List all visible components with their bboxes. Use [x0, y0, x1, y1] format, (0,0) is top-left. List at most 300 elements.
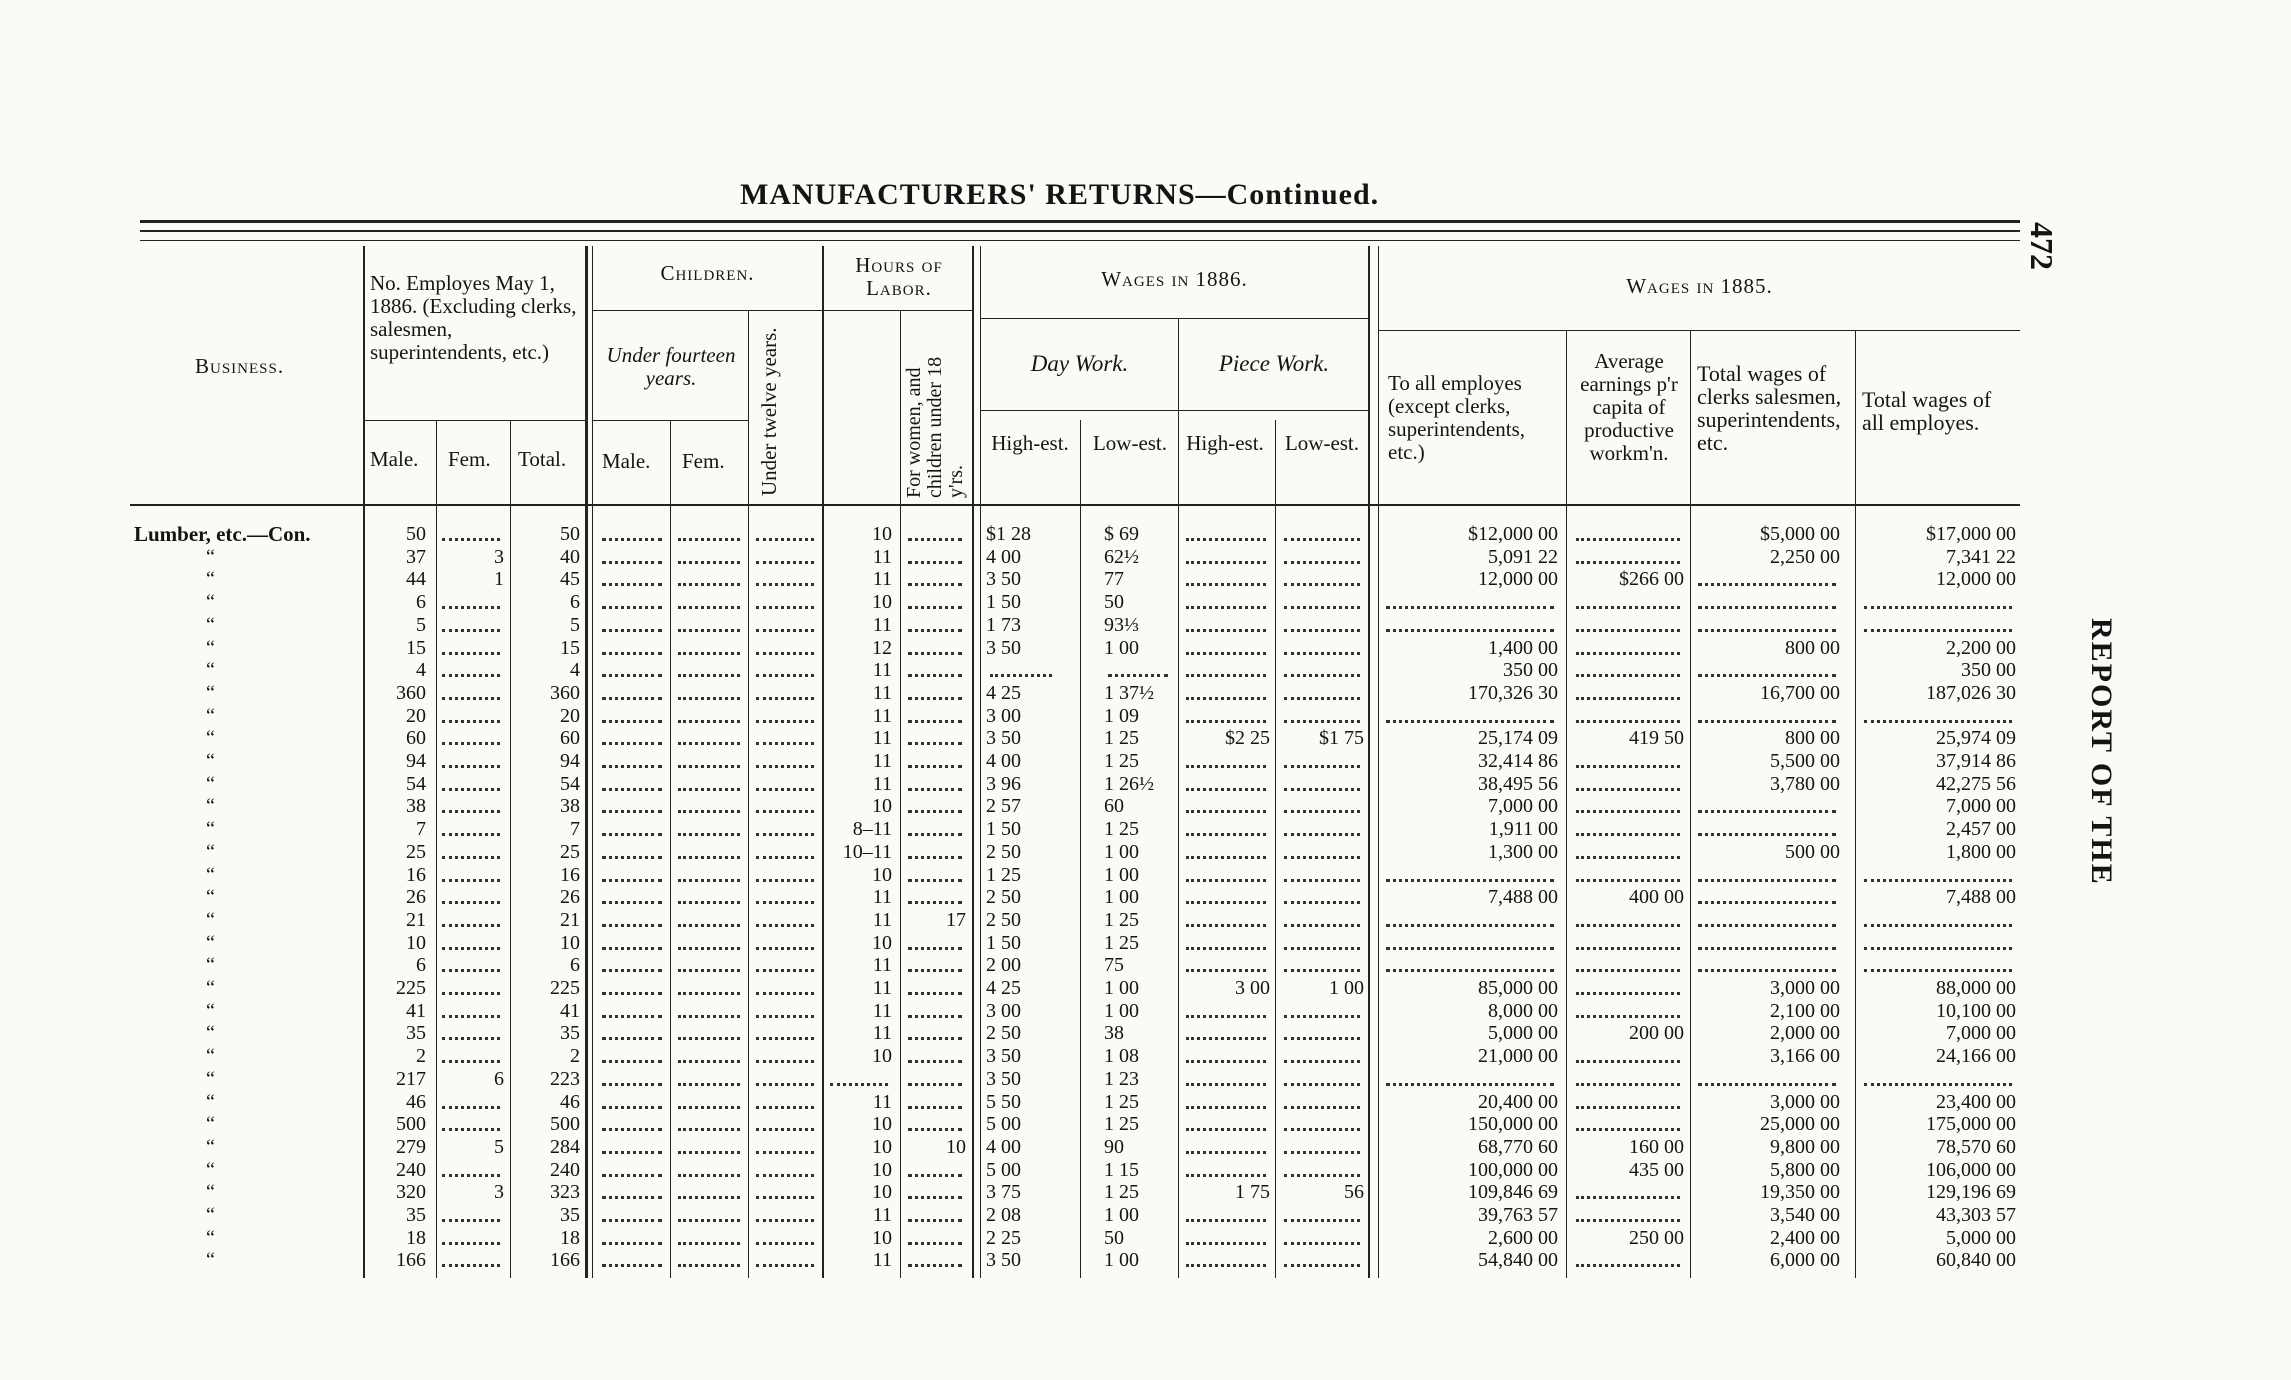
leader-dots [756, 720, 814, 723]
cell-high: 1 50 [986, 591, 1021, 613]
cell-clerks: 2,250 00 [1770, 546, 1840, 568]
cell-allw: 12,000 00 [1936, 568, 2016, 590]
leader-dots [1284, 674, 1360, 677]
cell-low: 1 25 [1104, 909, 1139, 931]
cell-allw: 25,974 09 [1936, 727, 2016, 749]
cell-clerks: 25,000 00 [1760, 1113, 1840, 1135]
leader-dots [1284, 1060, 1360, 1063]
leader-dots [602, 788, 662, 791]
leader-dots [756, 969, 814, 972]
leader-dots [678, 606, 740, 609]
leader-dots [602, 1083, 662, 1086]
leader-dots [602, 720, 662, 723]
cell-total: 60 [560, 727, 580, 749]
leader-dots [442, 1264, 500, 1267]
under-twelve-header: Under twelve years. [757, 327, 781, 496]
leader-dots [442, 606, 500, 609]
leader-dots [756, 879, 814, 882]
leader-dots [1186, 969, 1266, 972]
leader-dots [1186, 674, 1266, 677]
leader-dots [756, 583, 814, 586]
cell-clerks: 2,000 00 [1770, 1022, 1840, 1044]
cell-avg: $266 00 [1619, 568, 1684, 590]
leader-dots [1864, 1083, 2012, 1086]
leader-dots [1186, 856, 1266, 859]
leader-dots [756, 1174, 814, 1177]
cell-plow: 1 00 [1329, 977, 1364, 999]
cell-business: “ [206, 886, 215, 908]
leader-dots [908, 1196, 962, 1199]
cell-total: 38 [560, 795, 580, 817]
cell-allw: 42,275 56 [1936, 773, 2016, 795]
leader-dots [1284, 1242, 1360, 1245]
leader-dots [1576, 1015, 1680, 1018]
cell-male: 500 [396, 1113, 426, 1135]
cell-business: “ [206, 864, 215, 886]
cell-hours: 11 [872, 1204, 892, 1226]
leader-dots [1576, 810, 1680, 813]
cell-business: “ [206, 1136, 215, 1158]
leader-dots [602, 1196, 662, 1199]
leader-dots [1698, 879, 1836, 882]
cell-toall: 1,300 00 [1488, 841, 1558, 863]
leader-dots [1576, 538, 1680, 541]
leader-dots [1576, 992, 1680, 995]
piece-highest-header: High-est. [1186, 431, 1264, 455]
leader-dots [756, 674, 814, 677]
leader-dots [442, 1060, 500, 1063]
cell-hours: 11 [872, 1000, 892, 1022]
leader-dots [908, 720, 962, 723]
leader-dots [1576, 1196, 1680, 1199]
cell-low: 1 25 [1104, 750, 1139, 772]
leader-dots [908, 697, 962, 700]
leader-dots [908, 538, 962, 541]
leader-dots [1186, 720, 1266, 723]
leader-dots [602, 1106, 662, 1109]
leader-dots [1576, 606, 1680, 609]
cell-high: 2 50 [986, 841, 1021, 863]
cell-business: “ [206, 1000, 215, 1022]
cell-allw: 7,488 00 [1946, 886, 2016, 908]
cell-high: 3 00 [986, 705, 1021, 727]
cell-toall: 7,488 00 [1488, 886, 1558, 908]
cell-allw: 175,000 00 [1926, 1113, 2016, 1135]
cell-allw: 7,000 00 [1946, 795, 2016, 817]
leader-dots [602, 1219, 662, 1222]
leader-dots [442, 924, 500, 927]
cell-high: 2 25 [986, 1227, 1021, 1249]
employes-header: No. Employes May 1, 1886. (Excluding clerks, salesmen, superintendents, etc.) [370, 271, 577, 364]
leader-dots [602, 856, 662, 859]
cell-total: 360 [550, 682, 580, 704]
cell-low: 1 00 [1104, 1000, 1139, 1022]
leader-dots [1186, 1174, 1266, 1177]
leader-dots [1186, 1060, 1266, 1063]
leader-dots [1576, 720, 1680, 723]
leader-dots [756, 810, 814, 813]
cell-male: 41 [406, 1000, 426, 1022]
cell-toall: 150,000 00 [1468, 1113, 1558, 1135]
cell-hours: 11 [872, 977, 892, 999]
leader-dots [1284, 1219, 1360, 1222]
leader-dots [678, 879, 740, 882]
leader-dots [442, 720, 500, 723]
leader-dots [756, 629, 814, 632]
leader-dots [1284, 856, 1360, 859]
leader-dots [756, 561, 814, 564]
cell-low: 90 [1104, 1136, 1124, 1158]
cell-hours: 10 [872, 1113, 892, 1135]
cell-low: 62½ [1104, 546, 1139, 568]
leader-dots [1864, 924, 2012, 927]
leader-dots [1186, 1015, 1266, 1018]
leader-dots [1284, 1174, 1360, 1177]
leader-dots [678, 856, 740, 859]
page-number: 472 [2024, 222, 2060, 270]
leader-dots [678, 1242, 740, 1245]
vline-total-2 [592, 246, 593, 1278]
leader-dots [442, 810, 500, 813]
leader-dots [908, 856, 962, 859]
cell-business: “ [206, 773, 215, 795]
leader-dots [442, 1219, 500, 1222]
leader-dots [678, 1106, 740, 1109]
cell-male: 21 [406, 909, 426, 931]
cell-allw: 43,303 57 [1936, 1204, 2016, 1226]
cell-high: 3 00 [986, 1000, 1021, 1022]
leader-dots [678, 1083, 740, 1086]
leader-dots [1864, 629, 2012, 632]
wages-1886-header: Wages in 1886. [1101, 267, 1248, 291]
cell-clerks: 2,100 00 [1770, 1000, 1840, 1022]
leader-dots [1576, 561, 1680, 564]
leader-dots [602, 561, 662, 564]
cell-low: 77 [1104, 568, 1124, 590]
leader-dots [908, 1264, 962, 1267]
leader-dots [442, 629, 500, 632]
cell-allw: 106,000 00 [1926, 1159, 2016, 1181]
cell-low: 1 09 [1104, 705, 1139, 727]
hline-fourteen-sub [593, 420, 748, 421]
cell-high: 3 50 [986, 1249, 1021, 1271]
leader-dots [1386, 606, 1554, 609]
cell-business: “ [206, 1045, 215, 1067]
leader-dots [908, 1174, 962, 1177]
leader-dots [678, 788, 740, 791]
leader-dots [756, 652, 814, 655]
cell-hours: 10 [872, 864, 892, 886]
piece-work-header: Piece Work. [1218, 351, 1330, 376]
cell-toall: 5,000 00 [1488, 1022, 1558, 1044]
vline-under-twelve [822, 246, 824, 1278]
cell-low: 1 00 [1104, 1249, 1139, 1271]
leader-dots [678, 674, 740, 677]
hline-children-sub [593, 310, 822, 311]
cell-high: 2 00 [986, 954, 1021, 976]
cell-male: 25 [406, 841, 426, 863]
leader-dots [1284, 1106, 1360, 1109]
vline-avg [1690, 330, 1691, 1278]
cell-low: 50 [1104, 1227, 1124, 1249]
leader-dots [678, 992, 740, 995]
cell-toall: 25,174 09 [1478, 727, 1558, 749]
leader-dots [756, 1219, 814, 1222]
cell-high: 3 50 [986, 1068, 1021, 1090]
cell-total: 6 [570, 591, 580, 613]
vline-piece-low [1368, 246, 1370, 1278]
leader-dots [678, 1037, 740, 1040]
cell-high: $1 28 [986, 523, 1031, 545]
top-rule-thick [140, 220, 2020, 223]
cell-toall: 20,400 00 [1478, 1091, 1558, 1113]
leader-dots [756, 901, 814, 904]
vline-child-male [670, 420, 671, 1278]
leader-dots [908, 583, 962, 586]
cell-total: 6 [570, 954, 580, 976]
cell-high: 3 50 [986, 637, 1021, 659]
leader-dots [1284, 583, 1360, 586]
cell-high: 3 50 [986, 1045, 1021, 1067]
cell-fem: 1 [494, 568, 504, 590]
leader-dots [602, 697, 662, 700]
cell-low: 1 25 [1104, 818, 1139, 840]
leader-dots [756, 697, 814, 700]
leader-dots [1186, 788, 1266, 791]
leader-dots [908, 901, 962, 904]
leader-dots [908, 652, 962, 655]
cell-allw: 60,840 00 [1936, 1249, 2016, 1271]
cell-male: 60 [406, 727, 426, 749]
male-header: Male. [370, 447, 419, 471]
leader-dots [1186, 833, 1266, 836]
total-header: Total. [518, 447, 567, 471]
leader-dots [1284, 720, 1360, 723]
leader-dots [756, 1128, 814, 1131]
cell-business: “ [206, 1181, 215, 1203]
cell-male: 6 [416, 954, 426, 976]
leader-dots [1186, 629, 1266, 632]
leader-dots [602, 674, 662, 677]
cell-male: 50 [406, 523, 426, 545]
cell-hours: 11 [872, 659, 892, 681]
leader-dots [1576, 1106, 1680, 1109]
cell-total: 15 [560, 637, 580, 659]
hline-employes-sub [365, 420, 585, 421]
cell-plow: 56 [1344, 1181, 1364, 1203]
leader-dots [678, 742, 740, 745]
leader-dots [602, 1151, 662, 1154]
leader-dots [1576, 788, 1680, 791]
side-heading: REPORT OF THE [2085, 618, 2118, 886]
cell-total: 35 [560, 1204, 580, 1226]
cell-total: 35 [560, 1022, 580, 1044]
leader-dots [442, 856, 500, 859]
cell-total: 7 [570, 818, 580, 840]
leader-dots [1284, 606, 1360, 609]
fem-header: Fem. [448, 447, 491, 471]
cell-low: 1 00 [1104, 977, 1139, 999]
leader-dots [602, 1060, 662, 1063]
leader-dots [908, 947, 962, 950]
leader-dots [756, 1060, 814, 1063]
leader-dots [1576, 629, 1680, 632]
cell-business: “ [206, 705, 215, 727]
leader-dots [1864, 720, 2012, 723]
leader-dots [908, 1060, 962, 1063]
cell-total: 21 [560, 909, 580, 931]
cell-business: “ [206, 818, 215, 840]
hline-wages85-sub [1379, 330, 2020, 331]
cell-hours: 10 [872, 1227, 892, 1249]
cell-total: 40 [560, 546, 580, 568]
leader-dots [1186, 583, 1266, 586]
cell-hours: 11 [872, 682, 892, 704]
cell-high: 3 96 [986, 773, 1021, 795]
cell-hours: 11 [872, 1022, 892, 1044]
cell-total: 2 [570, 1045, 580, 1067]
leader-dots [602, 629, 662, 632]
leader-dots [602, 583, 662, 586]
cell-high: 5 00 [986, 1113, 1021, 1135]
cell-business: “ [206, 932, 215, 954]
cell-total: 50 [560, 523, 580, 545]
header-bottom-rule [130, 504, 2020, 506]
leader-dots [602, 901, 662, 904]
leader-dots [1576, 1264, 1680, 1267]
cell-clerks: 5,800 00 [1770, 1159, 1840, 1181]
leader-dots [908, 1106, 962, 1109]
leader-dots [678, 629, 740, 632]
leader-dots [1576, 924, 1680, 927]
leader-dots [602, 1242, 662, 1245]
leader-dots [1186, 1264, 1266, 1267]
day-work-header: Day Work. [1030, 351, 1129, 376]
leader-dots [756, 742, 814, 745]
cell-hours: 10 [872, 591, 892, 613]
vline-child-fem [748, 310, 749, 1278]
cell-male: 35 [406, 1204, 426, 1226]
leader-dots [908, 788, 962, 791]
leader-dots [1284, 1015, 1360, 1018]
leader-dots [1284, 1083, 1360, 1086]
leader-dots [442, 538, 500, 541]
cell-male: 37 [406, 546, 426, 568]
cell-hours: 11 [872, 705, 892, 727]
cell-hours: 10 [872, 1159, 892, 1181]
vline-piece-low-2 [1378, 246, 1379, 1278]
cell-high: 4 00 [986, 1136, 1021, 1158]
cell-low: 60 [1104, 795, 1124, 817]
leader-dots [442, 1106, 500, 1109]
leader-dots [602, 992, 662, 995]
leader-dots [1186, 538, 1266, 541]
cell-toall: 85,000 00 [1478, 977, 1558, 999]
cell-male: 35 [406, 1022, 426, 1044]
cell-low: 38 [1104, 1022, 1124, 1044]
cell-male: 166 [396, 1249, 426, 1271]
vline-day-high [1080, 420, 1081, 1278]
leader-dots [1698, 901, 1836, 904]
cell-toall: 21,000 00 [1478, 1045, 1558, 1067]
cell-hours: 11 [872, 886, 892, 908]
leader-dots [1698, 947, 1836, 950]
cell-high: 5 00 [986, 1159, 1021, 1181]
cell-high: 1 50 [986, 932, 1021, 954]
cell-allw: 2,457 00 [1946, 818, 2016, 840]
leader-dots [1186, 1242, 1266, 1245]
leader-dots [1698, 720, 1836, 723]
leader-dots [1186, 765, 1266, 768]
cell-toall: $12,000 00 [1468, 523, 1558, 545]
cell-high: 2 57 [986, 795, 1021, 817]
leader-dots [678, 1060, 740, 1063]
leader-dots [678, 901, 740, 904]
cell-phigh: $2 25 [1225, 727, 1270, 749]
cell-clerks: 3,540 00 [1770, 1204, 1840, 1226]
leader-dots [908, 1083, 962, 1086]
cell-total: 5 [570, 614, 580, 636]
cell-phigh: 1 75 [1235, 1181, 1270, 1203]
leader-dots [756, 924, 814, 927]
leader-dots [678, 947, 740, 950]
cell-clerks: 2,400 00 [1770, 1227, 1840, 1249]
average-header: Average earnings p'r capita of productive workm'n. [1580, 349, 1678, 465]
top-rule-thin [140, 230, 2020, 232]
cell-total: 46 [560, 1091, 580, 1113]
leader-dots [442, 947, 500, 950]
leader-dots [908, 1015, 962, 1018]
total-all-header: Total wages of all employes. [1862, 387, 1992, 435]
cell-high: 2 08 [986, 1204, 1021, 1226]
vline-women-2 [980, 246, 981, 1278]
leader-dots [442, 969, 500, 972]
cell-allw: 7,341 22 [1946, 546, 2016, 568]
leader-dots [1698, 629, 1836, 632]
total-clerks-header: Total wages of clerks salesmen, superintendents, etc. [1697, 361, 1842, 455]
leader-dots [1186, 561, 1266, 564]
leader-dots [1284, 1037, 1360, 1040]
leader-dots [1284, 924, 1360, 927]
leader-dots [756, 1151, 814, 1154]
cell-low: 1 25 [1104, 1181, 1139, 1203]
leader-dots [756, 1264, 814, 1267]
leader-dots [1186, 1151, 1266, 1154]
cell-total: 20 [560, 705, 580, 727]
leader-dots [1864, 879, 2012, 882]
cell-business: “ [206, 591, 215, 613]
cell-clerks: 800 00 [1785, 727, 1840, 749]
cell-total: 284 [550, 1136, 580, 1158]
cell-allw: 78,570 60 [1936, 1136, 2016, 1158]
cell-toall: 7,000 00 [1488, 795, 1558, 817]
leader-dots [442, 742, 500, 745]
cell-business: “ [206, 750, 215, 772]
cell-total: 323 [550, 1181, 580, 1203]
leader-dots [908, 1037, 962, 1040]
cell-low: 1 00 [1104, 864, 1139, 886]
cell-avg: 200 00 [1629, 1022, 1684, 1044]
page-title: MANUFACTURERS' RETURNS—Continued. [740, 178, 1380, 211]
cell-hours: 10 [872, 1181, 892, 1203]
cell-low: 1 00 [1104, 637, 1139, 659]
leader-dots [678, 810, 740, 813]
cell-high: 3 50 [986, 727, 1021, 749]
for-women-header: For women, and children under 18 y'rs. [903, 356, 967, 498]
cell-fem: 6 [494, 1068, 504, 1090]
cell-hours: 12 [872, 637, 892, 659]
piece-lowest-header: Low-est. [1284, 431, 1360, 455]
